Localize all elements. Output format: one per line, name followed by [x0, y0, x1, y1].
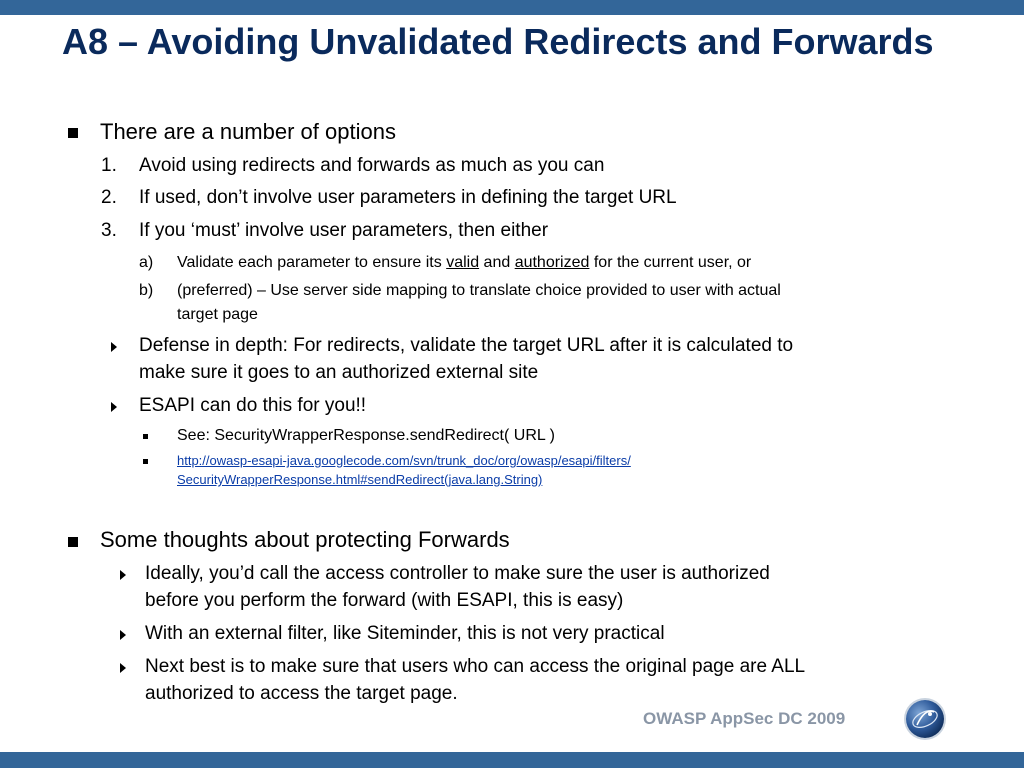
small-square-bullet-icon [143, 459, 148, 464]
see-item: See: SecurityWrapperResponse.sendRedirect( URL ) [177, 427, 555, 444]
top-bar [0, 0, 1024, 15]
forwards-item-3-line1: Next best is to make sure that users who can access the original page are ALL [145, 656, 806, 677]
slide-title: A8 – Avoiding Unvalidated Redirects and Forwards [62, 21, 934, 62]
triangle-bullet-icon [111, 402, 117, 412]
bullet-options: There are a number of options [100, 119, 396, 144]
number-marker-1: 1. [101, 155, 117, 176]
lettered-item-a-pre: Validate each parameter to ensure its [177, 254, 447, 271]
numbered-item-1: Avoid using redirects and forwards as much as you can [139, 155, 605, 176]
triangle-bullet-icon [120, 630, 126, 640]
owasp-logo-icon [906, 700, 944, 738]
esapi-item: ESAPI can do this for you!! [139, 395, 367, 416]
bottom-bar [0, 752, 1024, 768]
lettered-item-b-line2: target page [177, 306, 258, 323]
defense-in-depth-line1: Defense in depth: For redirects, validate the target URL after it is calculated to [139, 335, 794, 356]
triangle-bullet-icon [120, 570, 126, 580]
valid-word: valid [446, 254, 480, 271]
triangle-bullet-icon [111, 342, 117, 352]
defense-in-depth-line2: make sure it goes to an authorized external site [139, 362, 539, 383]
lettered-item-a [177, 254, 751, 272]
number-marker-2: 2. [101, 187, 117, 208]
letter-marker-a: a) [139, 254, 154, 271]
authorized-word: authorized [514, 254, 590, 271]
forwards-item-2: With an external filter, like Siteminder, this is not very practical [145, 623, 665, 644]
square-bullet-icon [68, 537, 78, 547]
letter-marker-b: b) [139, 282, 154, 299]
forwards-item-3-line2: authorized to access the target page. [145, 683, 458, 704]
small-square-bullet-icon [143, 434, 148, 439]
lettered-item-a-mid: and [479, 254, 515, 271]
esapi-link-line2[interactable]: SecurityWrapperResponse.html#sendRedirect(java.lang.String) [177, 472, 543, 487]
owasp-logo-glyph [906, 700, 944, 738]
triangle-bullet-icon [120, 663, 126, 673]
lettered-item-b-line1: (preferred) – Use server side mapping to translate choice provided to user with actual [177, 282, 781, 299]
lettered-item-a-post: for the current user, or [589, 254, 752, 271]
forwards-item-1-line1: Ideally, you’d call the access controller to make sure the user is authorized [145, 563, 770, 584]
square-bullet-icon [68, 128, 78, 138]
numbered-item-3: If you ‘must’ involve user parameters, then either [139, 220, 549, 241]
bullet-forwards: Some thoughts about protecting Forwards [100, 527, 510, 552]
numbered-item-2: If used, don’t involve user parameters in defining the target URL [139, 187, 677, 208]
forwards-item-1-line2: before you perform the forward (with ESAPI, this is easy) [145, 590, 624, 611]
esapi-link-line1[interactable]: http://owasp-esapi-java.googlecode.com/svn/trunk_doc/org/owasp/esapi/filters/ [177, 453, 631, 468]
footer-text: OWASP AppSec DC 2009 [643, 709, 846, 728]
number-marker-3: 3. [101, 220, 117, 241]
